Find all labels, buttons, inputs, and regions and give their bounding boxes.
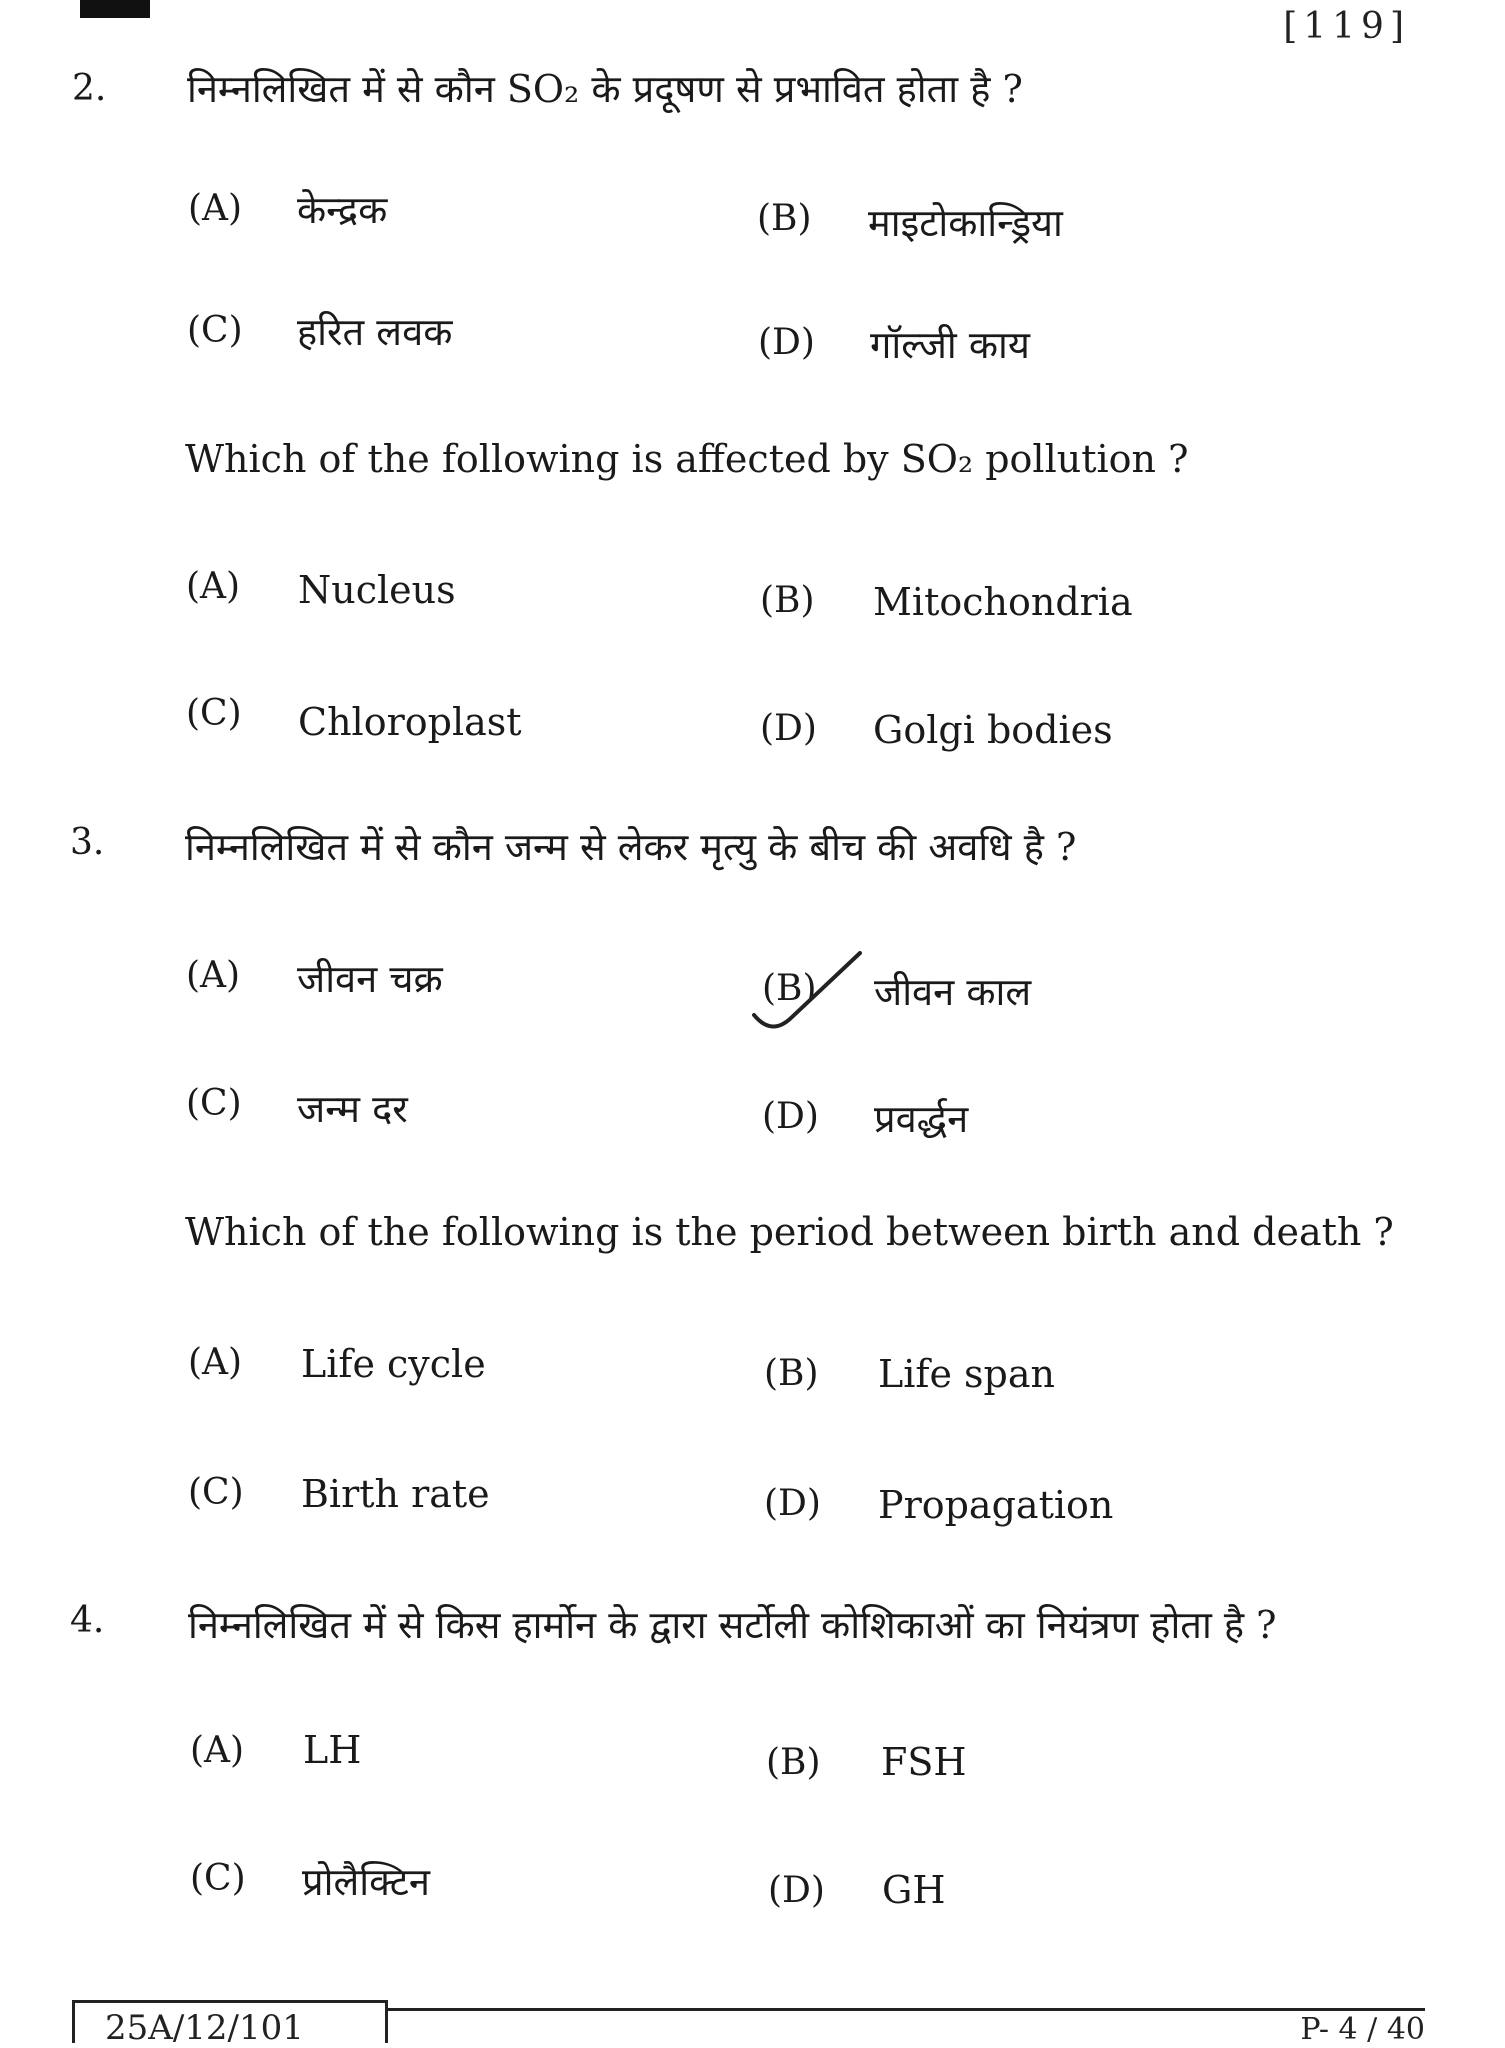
footer-code: 25A/12/101 [105, 2008, 304, 2048]
option-text: FSH [881, 1740, 967, 1784]
question-text-hindi: निम्नलिखित में से कौन SO₂ के प्रदूषण से प्रभावित होता है ? [187, 67, 1023, 111]
option-text: Nucleus [298, 568, 456, 612]
option-text: प्रोलैक्टिन [302, 1860, 431, 1904]
footer-page-number: P- 4 / 40 [1300, 2012, 1425, 2047]
option-label: (A) [186, 955, 241, 996]
option-text: हरित लवक [297, 310, 453, 354]
option-label: (C) [190, 1858, 246, 1899]
option-text: GH [882, 1868, 946, 1912]
option-text: जीवन काल [874, 970, 1032, 1014]
option-label: (B) [766, 1742, 821, 1783]
question-text-hindi: निम्नलिखित में से कौन जन्म से लेकर मृत्यु के बीच की अवधि है ? [185, 825, 1077, 869]
option-label: (D) [764, 1483, 821, 1524]
option-label: (A) [186, 566, 241, 607]
question-number: 4. [70, 1600, 105, 1641]
option-text: गॉल्जी काय [870, 323, 1030, 367]
option-text: प्रवर्द्धन [874, 1097, 969, 1141]
top-marker-bar [80, 0, 150, 18]
option-text: Life span [878, 1352, 1055, 1396]
option-label: (B) [757, 198, 812, 239]
footer-rule [385, 2008, 1425, 2011]
option-label: (D) [768, 1870, 825, 1911]
question-text-english: Which of the following is the period between birth and death ? [185, 1210, 1394, 1254]
option-label: (B) [760, 580, 815, 621]
question-number: 3. [70, 822, 105, 863]
question-text-english: Which of the following is affected by SO₂ pollution ? [185, 437, 1189, 481]
option-text: केन्द्रक [297, 188, 388, 232]
option-label: (A) [188, 188, 243, 229]
option-label: (B) [764, 1353, 819, 1394]
option-label: (C) [188, 1472, 244, 1513]
option-label: (C) [186, 693, 242, 734]
option-text: Mitochondria [873, 580, 1133, 624]
option-text: जन्म दर [297, 1087, 408, 1131]
page-code: [119] [1283, 6, 1410, 47]
option-label: (A) [188, 1342, 243, 1383]
question-text-hindi: निम्नलिखित में से किस हार्मोन के द्वारा सर्टोली कोशिकाओं का नियंत्रण होता है ? [188, 1603, 1277, 1647]
option-label: (D) [760, 708, 817, 749]
option-text: माइटोकान्ड्रिया [868, 201, 1063, 245]
option-text: जीवन चक्र [297, 957, 443, 1001]
option-label: (B) [762, 968, 817, 1009]
option-label: (D) [758, 322, 815, 363]
option-text: LH [303, 1728, 362, 1772]
option-label: (C) [187, 310, 243, 351]
option-label: (C) [186, 1083, 242, 1124]
checkmark-icon [752, 945, 872, 1035]
option-text: Life cycle [301, 1342, 486, 1386]
option-text: Propagation [878, 1483, 1114, 1527]
option-text: Chloroplast [298, 700, 522, 744]
question-number: 2. [72, 68, 107, 109]
option-text: Birth rate [301, 1472, 490, 1516]
option-label: (D) [762, 1096, 819, 1137]
option-label: (A) [190, 1730, 245, 1771]
option-text: Golgi bodies [873, 708, 1113, 752]
